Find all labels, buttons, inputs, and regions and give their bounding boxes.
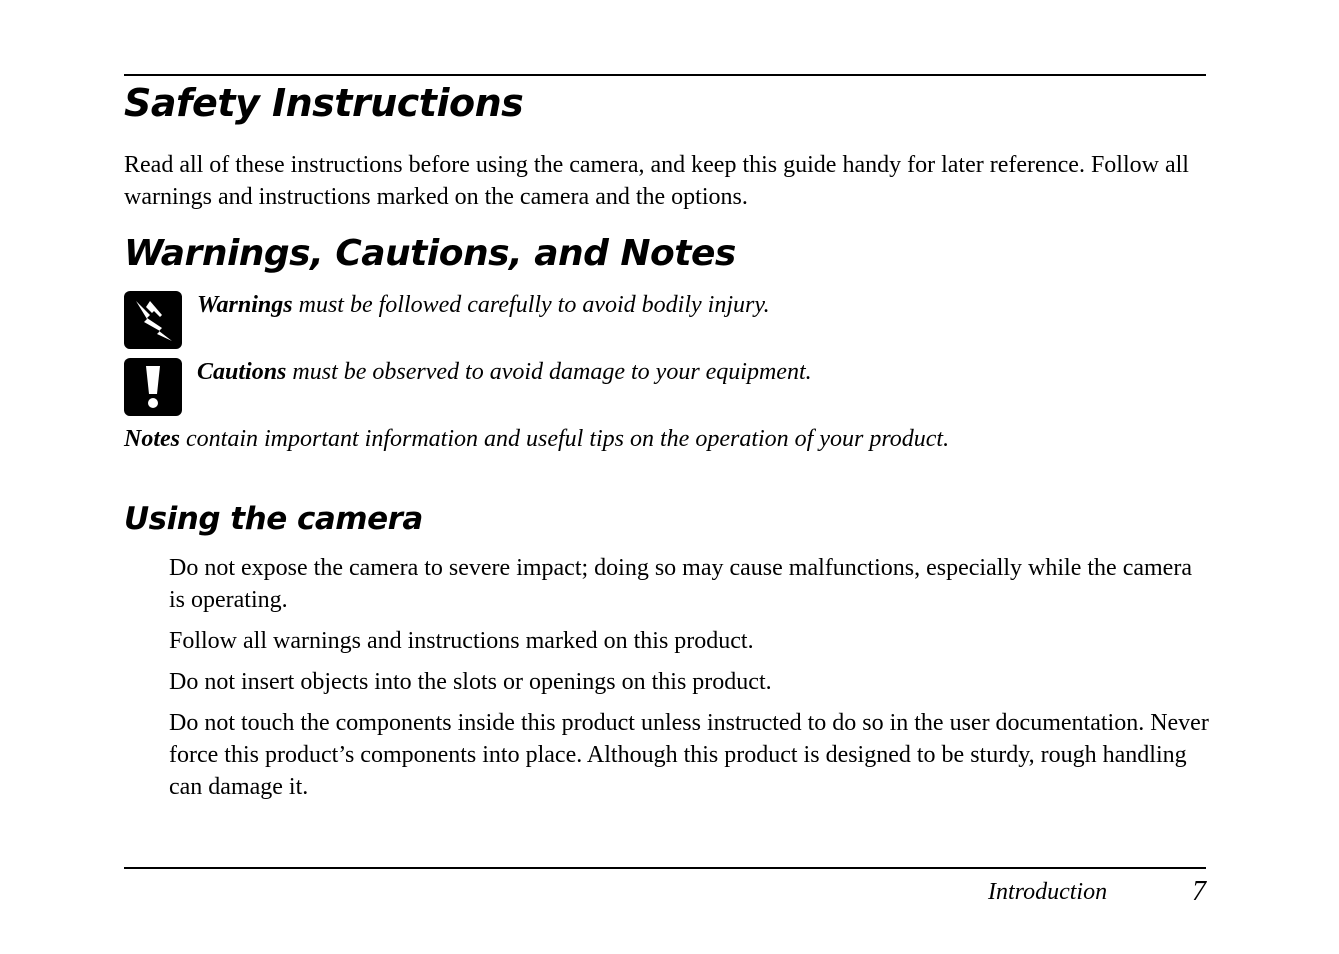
- notes-description: contain important information and useful tips on the operation of your product.: [180, 426, 950, 452]
- caution-label: Cautions: [197, 359, 287, 385]
- notes-label: Notes: [124, 426, 180, 452]
- notes-text: [124, 425, 949, 453]
- top-rule: [124, 74, 1206, 76]
- warning-label: Warnings: [197, 292, 293, 318]
- page: [124, 0, 1209, 954]
- warning-text: [197, 291, 770, 319]
- caution-notice: [124, 358, 1206, 416]
- footer-section-title: Introduction: [988, 879, 1108, 905]
- subsection-heading-camera: Using the camera: [124, 501, 423, 537]
- bottom-rule: [124, 867, 1206, 869]
- list-item: Do not touch the components inside this product unless instructed to do so in the user documentation. Never force this product’s components into place. Although this product is designed to be sturdy, rough handling can damage it.: [169, 710, 1209, 800]
- list-item: Do not expose the camera to severe impact; doing so may cause malfunctions, especially while the camera is operating.: [169, 555, 1192, 613]
- section-heading-warnings: Warnings, Cautions, and Notes: [124, 233, 736, 274]
- page-number: 7: [1192, 876, 1206, 907]
- page-title: Safety Instructions: [124, 81, 524, 125]
- warning-lightning-icon: [124, 291, 182, 349]
- camera-instructions-list: [169, 552, 1209, 812]
- caution-exclamation-icon: [124, 358, 182, 416]
- caution-text: [197, 358, 812, 386]
- intro-paragraph: Read all of these instructions before using the camera, and keep this guide handy for later reference. Follow all warnings and instructions marked on the camera and the options.: [124, 152, 1189, 210]
- warning-description: must be followed carefully to avoid bodily injury.: [292, 292, 770, 318]
- list-item: Follow all warnings and instructions marked on this product.: [169, 628, 754, 654]
- list-item: Do not insert objects into the slots or openings on this product.: [169, 669, 772, 695]
- warning-notice: [124, 291, 1206, 349]
- caution-description: must be observed to avoid damage to your equipment.: [286, 359, 812, 385]
